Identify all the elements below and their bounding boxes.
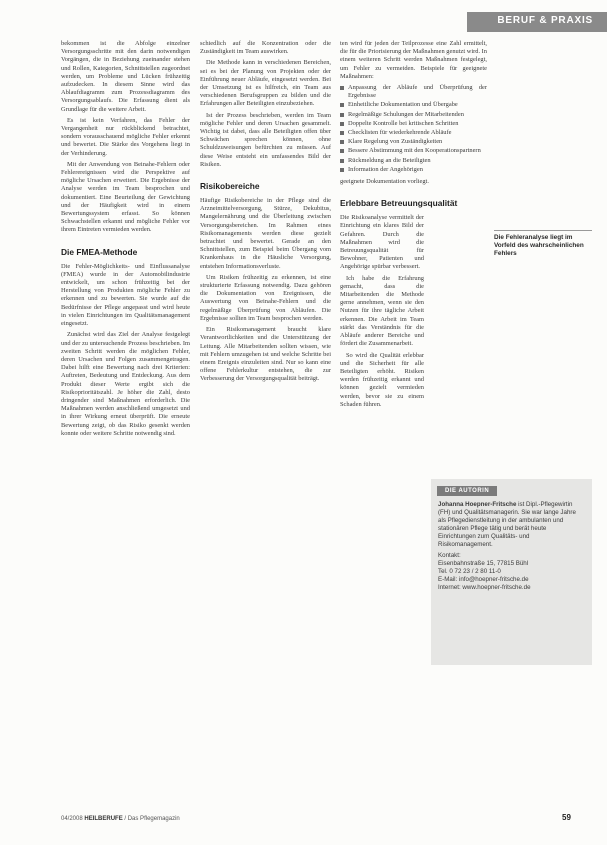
- measures-list: [340, 84, 487, 174]
- text-column-2: [200, 40, 331, 805]
- list-item: Einheitliche Dokumentation und Übergabe: [340, 101, 487, 109]
- list-item: Doppelte Kontrolle bei kritischen Schritten: [340, 120, 487, 128]
- section-heading: Die FMEA-Methode: [61, 246, 138, 257]
- author-phone: Tel. 0 72 23 / 2 80 11-0: [438, 568, 501, 575]
- list-item: Anpassung der Abläufe und Überprüfung der Ergebnisse: [340, 84, 487, 100]
- pull-quote: Die Fehleranalyse liegt im Vorfeld des wahrscheinlichen Fehlers: [494, 230, 592, 258]
- paragraph: Häufige Risikobereiche in der Pflege sind die Arzneimittelversorgung, Stürze, Dekubitus, Mangelernährung und die Überleitung zwischen Versorgungsbereichen. Im Rahmen eines Risikomanagements werden diese gezielt betrachtet und bewertet. Gerade an den Schnittstellen, zum Beispiel beim Übergang vom Krankenhaus in die Häusliche Versorgung, entstehen Informationsverluste.: [200, 197, 331, 270]
- paragraph: Die Fehler-Möglichkeits- und Einflussanalyse (FMEA) wurde in der Automobilindustrie entwickelt, um schon frühzeitig bei der Herstellung von Produkten mögliche Fehler zu erkennen und zu bewerten. Sie wurde auf die Bedürfnisse der Pflege angepasst und wird heute in vielen Einrichtungen im Qualitätsmanagement eingesetzt.: [61, 262, 190, 328]
- page-number: 59: [562, 813, 571, 822]
- section-header-bar: [467, 12, 607, 32]
- author-email[interactable]: E-Mail: info@hoepner-fritsche.de: [438, 576, 529, 583]
- paragraph: Zunächst wird das Ziel der Analyse festgelegt und der zu untersuchende Prozess beschrieben. Im zweiten Schritt werden die möglichen Fehler, deren Ursachen und Folgen zusammengetragen. Dabei hilft eine Bewertung nach drei Kriterien: Auftreten, Bedeutung und Entdeckung. Aus dem Produkt dieser Werte ergibt sich die Risikoprioritätszahl. Je höher die Zahl, desto dringender sind Maßnahmen erforderlich. Die Maßnahmen werden anschließend umgesetzt und in ihrer Wirkung erneut überprüft. Die erneute Bewertung zeigt, ob das Risiko gesenkt werden konnte oder weitere Schritte notwendig sind.: [61, 331, 190, 437]
- author-box: [431, 479, 592, 665]
- page-footer: [61, 816, 180, 822]
- author-name: Johanna Hoepner-Fritsche: [438, 501, 517, 508]
- paragraph: Die Methode kann in verschiedenen Bereichen, sei es bei der Planung von Projekten oder der Einführung neuer Abläufe, eingesetzt werden. Bei der Umsetzung ist es hilfreich, ein Team aus verschiedenen Berufsgruppen zu bilden und die Erfahrungen aller Beteiligten einzubeziehen.: [200, 59, 331, 108]
- paragraph: schiedlich auf die Konzentration oder die Zuständigkeit im Team auswirken.: [200, 40, 331, 56]
- section-heading: Erlebbare Betreuungsqualität: [340, 198, 458, 209]
- paragraph: Ich habe die Erfahrung gemacht, dass die Mitarbeitenden die Methode gerne annehmen, wenn sie den Nutzen für ihre tägliche Arbeit erkennen. Die Arbeit im Team stärkt das Verständnis für die Abläufe anderer Bereiche und fördert die Zusammenarbeit.: [340, 274, 424, 348]
- paragraph: Um Risiken frühzeitig zu erkennen, ist eine strukturierte Erfassung notwendig. Dazu gehören die Dokumentation von Ereignissen, die Auswertung von Beinahe-Fehlern und die regelmäßige Überprüfung von Abläufen. Die Ergebnisse sollten im Team besprochen werden.: [200, 273, 331, 322]
- list-item: Regelmäßige Schulungen der Mitarbeitenden: [340, 111, 487, 119]
- magazine-subtitle: / Das Pflegemagazin: [124, 816, 180, 822]
- text-column-1: [61, 40, 190, 805]
- list-item: Bessere Abstimmung mit den Kooperationspartnern: [340, 147, 487, 155]
- paragraph: Es ist kein Verfahren, das Fehler der Vergangenheit nur rückblickend betrachtet, sondern vorausschauend mögliche Fehler erkennt und bewertet. Die Stärke des Vorgehens liegt in der Verhinderung.: [61, 116, 190, 157]
- author-box-body: [431, 497, 592, 596]
- paragraph: Ein Risikomanagement braucht klare Verantwortlichkeiten und die Unterstützung der Leitung. Alle Mitarbeitenden sollten wissen, wie mit Fehlern umzugehen ist und welche Schritte bei einem Ereignis einzuleiten sind. Nur so kann eine offene Fehlerkultur entstehen, die zur Verbesserung der Versorgungsqualität beiträgt.: [200, 326, 331, 383]
- section-heading: Risikobereiche: [200, 181, 260, 192]
- list-item: Klare Regelung von Zuständigkeiten: [340, 138, 487, 146]
- paragraph: Mit der Anwendung von Beinahe-Fehlern oder Fehlerereignissen wird die Perspektive auf mögliche Ursachen erweitert. Die Ergebnisse der Analyse werden im Team besprochen und dokumentiert. Eine Beurteilung der Gewichtung und der Häufigkeit wird in einem Bewertungssystem erfasst. So können Schwachstellen erkannt und mögliche Fehler vor ihrem Eintreten vermieden werden.: [61, 160, 190, 234]
- author-box-label: DIE AUTORIN: [437, 486, 497, 496]
- paragraph: geeignete Dokumentation vorliegt.: [340, 178, 429, 186]
- contact-label: Kontakt:: [438, 552, 461, 559]
- section-title: BERUF & PRAXIS: [497, 15, 593, 26]
- list-item: Checklisten für wiederkehrende Abläufe: [340, 129, 487, 137]
- list-item: Information der Angehörigen: [340, 166, 487, 174]
- paragraph: Ist der Prozess beschrieben, werden im Team mögliche Fehler und deren Ursachen gesammelt. Wichtig ist dabei, dass alle Beteiligten offen über Schwächen sprechen können, ohne Schuldzuweisungen befürchten zu müssen. Auf diese Weise entsteht ein umfassendes Bild der Risiken.: [200, 111, 331, 168]
- list-item: Rückmeldung an die Beteiligten: [340, 157, 487, 165]
- text-column-3: [340, 40, 487, 805]
- issue-number: 04/2008: [61, 816, 83, 822]
- author-address: Eisenbahnstraße 15, 77815 Bühl: [438, 560, 529, 567]
- paragraph: Die Risikoanalyse vermittelt der Einrichtung ein klares Bild der Gefahren. Durch die Maßnahmen wird die Betreuungsqualität für Bewohner, Patienten und Angehörige spürbar verbessert.: [340, 214, 424, 271]
- author-website[interactable]: Internet: www.hoepner-fritsche.de: [438, 584, 531, 591]
- magazine-name: HEILBERUFE: [84, 816, 123, 822]
- paragraph: So wird die Qualität erlebbar und die Sicherheit für alle Beteiligten erhöht. Risiken werden frühzeitig erkannt und können gezielt vermieden werden, bevor sie zu einem Schaden führen.: [340, 351, 424, 408]
- paragraph: ten wird für jeden der Teilprozesse eine Zahl ermittelt, die für die Priorisierung der Maßnahmen genutzt wird. In einem weiteren Schritt werden Maßnahmen festgelegt, um Fehler zu vermeiden. Beispiele für geeignete Maßnahmen:: [340, 40, 487, 80]
- author-bio: ist Dipl.-Pflegewirtin (FH) und Qualitätsmanagerin. Sie war lange Jahre als Pflegedienstleitung in der ambulanten und stationären Pflege tätig und berät heute Einrichtungen zum Qualitäts- und Risikomanagement.: [438, 501, 576, 548]
- paragraph: bekommen ist die Abfolge einzelner Versorgungsschritte mit den darin notwendigen Vorgängen, die in Beziehung zueinander stehen und Rollen, Kategorien, Schnittstellen zugeordnet werden, um Probleme und Lücken frühzeitig aufzudecken. In diesem Sinne wird das Ablaufdiagramm zum Prozessdiagramm des Versorgungsablaufs. Die Erfassung dient als Grundlage für die weitere Arbeit.: [61, 40, 190, 113]
